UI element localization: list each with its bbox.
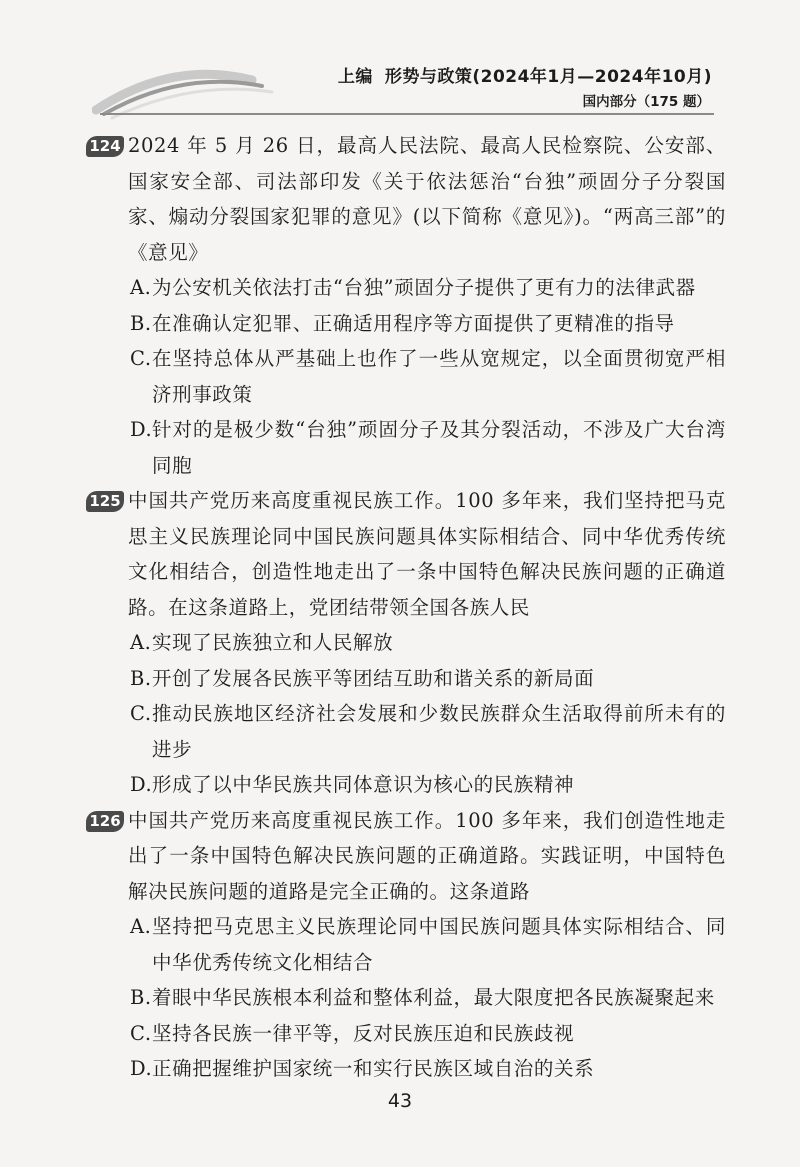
- option-letter: B.: [130, 666, 152, 690]
- option-text: 为公安机关依法打击“台独”顽固分子提供了更有力的法律武器: [152, 276, 696, 299]
- page-number: 43: [387, 1090, 413, 1112]
- question-number-badge: 125: [86, 491, 124, 512]
- option-letter: A.: [130, 915, 152, 938]
- header-topic: 形势与政策(2024年1月—2024年10月): [384, 67, 712, 87]
- question-number-badge: 126: [86, 811, 124, 832]
- option-text: 在准确认定犯罪、正确适用程序等方面提供了更精准的指导: [152, 311, 675, 335]
- question-list: [86, 128, 726, 1087]
- option-text: 推动民族地区经济社会发展和少数民族群众生活取得前所未有的进步: [152, 702, 726, 761]
- option-letter: D.: [130, 418, 153, 441]
- option-letter: C.: [130, 1021, 152, 1045]
- question-124: [86, 128, 726, 483]
- option-text: 形成了以中华民族共同体意识为核心的民族精神: [152, 773, 575, 796]
- option-d[interactable]: [130, 412, 726, 483]
- option-letter: A.: [130, 276, 152, 299]
- option-b[interactable]: [130, 980, 726, 1016]
- option-list: [86, 625, 726, 803]
- option-letter: C.: [130, 702, 152, 725]
- header-part: 上编: [337, 67, 373, 87]
- header-divider: [100, 113, 714, 115]
- option-list: [86, 909, 726, 1087]
- question-text: 2024 年 5 月 26 日，最高人民法院、最高人民检察院、公安部、国家安全部、司法部印发《关于依法惩治“台独”顽固分子分裂国家、煽动分裂国家犯罪的意见》(以下简称《意见》)。“两高三部”的《意见》: [128, 134, 726, 264]
- option-text: 在坚持总体从严基础上也作了一些从宽规定，以全面贯彻宽严相济刑事政策: [152, 347, 726, 406]
- question-stem: [86, 483, 726, 625]
- header-title: [338, 62, 712, 87]
- header-arc-decoration: [92, 64, 352, 124]
- question-125: [86, 483, 726, 803]
- question-stem: [86, 803, 726, 910]
- option-text: 开创了发展各民族平等团结互助和谐关系的新局面: [152, 666, 595, 690]
- option-letter: D.: [130, 773, 153, 796]
- option-c[interactable]: [130, 341, 726, 412]
- option-letter: B.: [130, 986, 152, 1009]
- question-text: 中国共产党历来高度重视民族工作。100 多年来，我们创造性地走出了一条中国特色解决民族问题的正确道路。实践证明，中国特色解决民族问题的道路是完全正确的。这条道路: [128, 808, 726, 903]
- option-c[interactable]: [130, 696, 726, 767]
- option-d[interactable]: [130, 1051, 726, 1087]
- option-text: 针对的是极少数“台独”顽固分子及其分裂活动，不涉及广大台湾同胞: [152, 418, 726, 477]
- option-text: 着眼中华民族根本利益和整体利益，最大限度把各民族凝聚起来: [152, 986, 715, 1009]
- option-letter: D.: [130, 1057, 153, 1080]
- question-number-badge: 124: [86, 136, 124, 157]
- option-c[interactable]: [130, 1016, 726, 1052]
- option-b[interactable]: [130, 306, 726, 342]
- question-text: 中国共产党历来高度重视民族工作。100 多年来，我们坚持把马克思主义民族理论同中国民族问题具体实际相结合、同中华优秀传统文化相结合，创造性地走出了一条中国特色解决民族问题的正确道路。在这条道路上，党团结带领全国各族人民: [128, 489, 726, 619]
- question-stem: [86, 128, 726, 270]
- question-126: [86, 803, 726, 1087]
- option-letter: A.: [130, 631, 152, 654]
- option-text: 坚持把马克思主义民族理论同中国民族问题具体实际相结合、同中华优秀传统文化相结合: [152, 915, 726, 974]
- option-a[interactable]: [130, 909, 726, 980]
- option-text: 正确把握维护国家统一和实行民族区域自治的关系: [152, 1057, 595, 1080]
- option-d[interactable]: [130, 767, 726, 803]
- option-letter: B.: [130, 311, 152, 335]
- option-a[interactable]: [130, 625, 726, 661]
- option-text: 实现了民族独立和人民解放: [152, 631, 394, 654]
- option-list: [86, 270, 726, 483]
- option-text: 坚持各民族一律平等，反对民族压迫和民族歧视: [152, 1021, 575, 1045]
- option-a[interactable]: [130, 270, 726, 306]
- option-letter: C.: [130, 347, 152, 370]
- option-b[interactable]: [130, 661, 726, 697]
- header-section: 国内部分（175 题）: [582, 94, 710, 110]
